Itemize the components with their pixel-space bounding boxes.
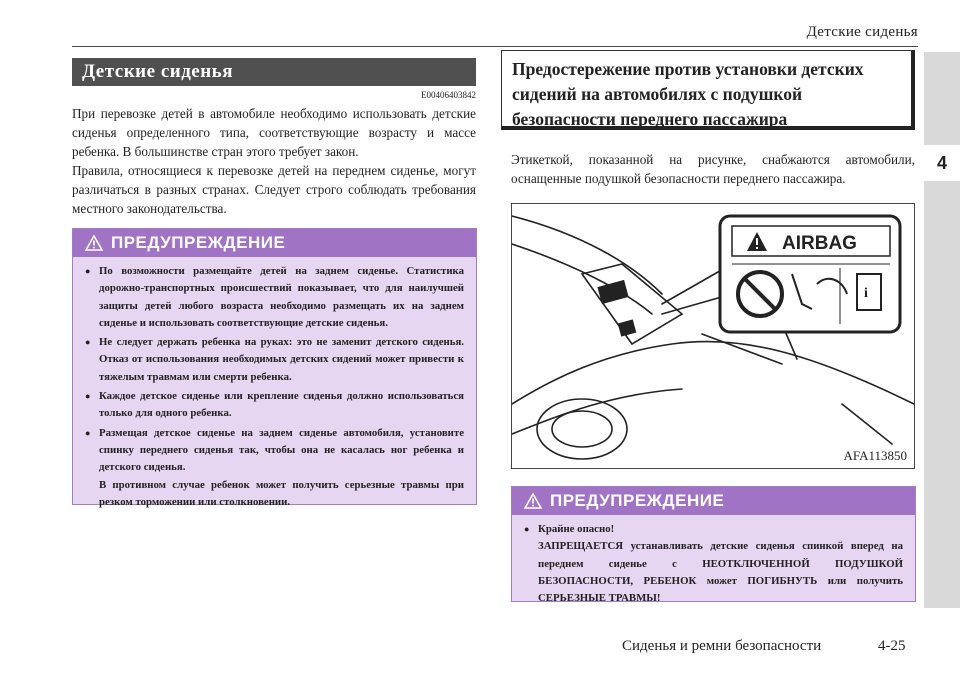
warning-title: ПРЕДУПРЕЖДЕНИЕ — [550, 491, 725, 510]
page-header-title: Детские сиденья — [806, 24, 918, 40]
airbag-label-text: AIRBAG — [782, 233, 857, 254]
info-icon: i — [864, 286, 868, 301]
figure-code: AFA113850 — [843, 448, 907, 463]
page-number: 4-25 — [878, 638, 906, 654]
intro-paragraph: При перевозке детей в автомобиле необходимо использовать детские сиденья определенного типа, соответствующие возрасту и массе ребенка. В большинстве стран этого требует закон. — [72, 106, 476, 159]
warning-item — [524, 521, 903, 607]
warning-item: ● По возможности размещайте детей на заднем сиденье. Статистика дорожно-транспортных происшествий показывает, что для наилучшей защиты детей любого возраста необходимо размещать их на заднем сиденье и использовать соответствующие детские сиденья. — [85, 263, 464, 332]
chapter-number: 4 — [924, 145, 960, 181]
rules-paragraph: Правила, относящиеся к перевозке детей на переднем сиденье, могут различаться в разных странах. Следует строго соблюдать требования местного законодательства. — [72, 163, 476, 216]
warning-item: ● Каждое детское сиденье или крепление сиденья должно использоваться только для одного ребенка. — [85, 388, 464, 423]
airbag-caution-heading-box — [501, 50, 915, 130]
warning-box-left — [72, 228, 477, 508]
warning-triangle-icon — [85, 235, 103, 251]
section-title-bar — [72, 58, 476, 86]
warning-list — [512, 515, 915, 607]
warning-list — [73, 257, 476, 477]
label-description-paragraph: Этикеткой, показанной на рисунке, снабжаются автомобили, оснащенные подушкой безопасности переднего пассажира. — [511, 152, 915, 186]
warning-box-right — [511, 486, 916, 605]
warning-note: В противном случае ребенок может получить серьезные травмы при резком торможении или столкновении. — [99, 478, 464, 508]
warning-item-text: ЗАПРЕЩАЕТСЯ устанавливать детские сиденья спинкой вперед на переднем сиденье с НЕОТКЛЮЧЕННОЙ ПОДУШКОЙ БЕЗОПАСНОСТИ, РЕБЕНОК может ПОГИБНУТЬ или получить СЕРЬЕЗНЫЕ ТРАВМЫ! — [538, 540, 903, 605]
airbag-warning-label — [720, 216, 900, 332]
warning-header — [73, 229, 476, 257]
section-title: Детские сиденья — [82, 61, 234, 82]
warning-item: ● Размещая детское сиденье на заднем сиденье автомобиля, установите спинку переднего сиденья так, чтобы она не касалась ног ребенка и детского сиденья. — [85, 425, 464, 477]
car-interior-illustration — [512, 204, 914, 468]
warning-item-title: ● Крайне опасно! — [538, 523, 615, 535]
warning-triangle-icon — [524, 493, 542, 509]
document-code: E00406403842 — [421, 90, 476, 100]
warning-item: ● Не следует держать ребенка на руках: это не заменит детского сиденья. Отказ от использования необходимых детских сидений может привести к тяжелым травмам или смерти ребенка. — [85, 334, 464, 386]
warning-title: ПРЕДУПРЕЖДЕНИЕ — [111, 233, 286, 252]
airbag-caution-heading: Предостережение против установки детских сидений на автомобилях с подушкой безопасности переднего пассажира — [512, 59, 864, 129]
header-divider — [72, 46, 918, 47]
chapter-side-tab — [924, 52, 960, 608]
warning-header — [512, 487, 915, 515]
airbag-label-figure — [511, 203, 915, 469]
footer-section-name: Сиденья и ремни безопасности — [622, 638, 822, 654]
